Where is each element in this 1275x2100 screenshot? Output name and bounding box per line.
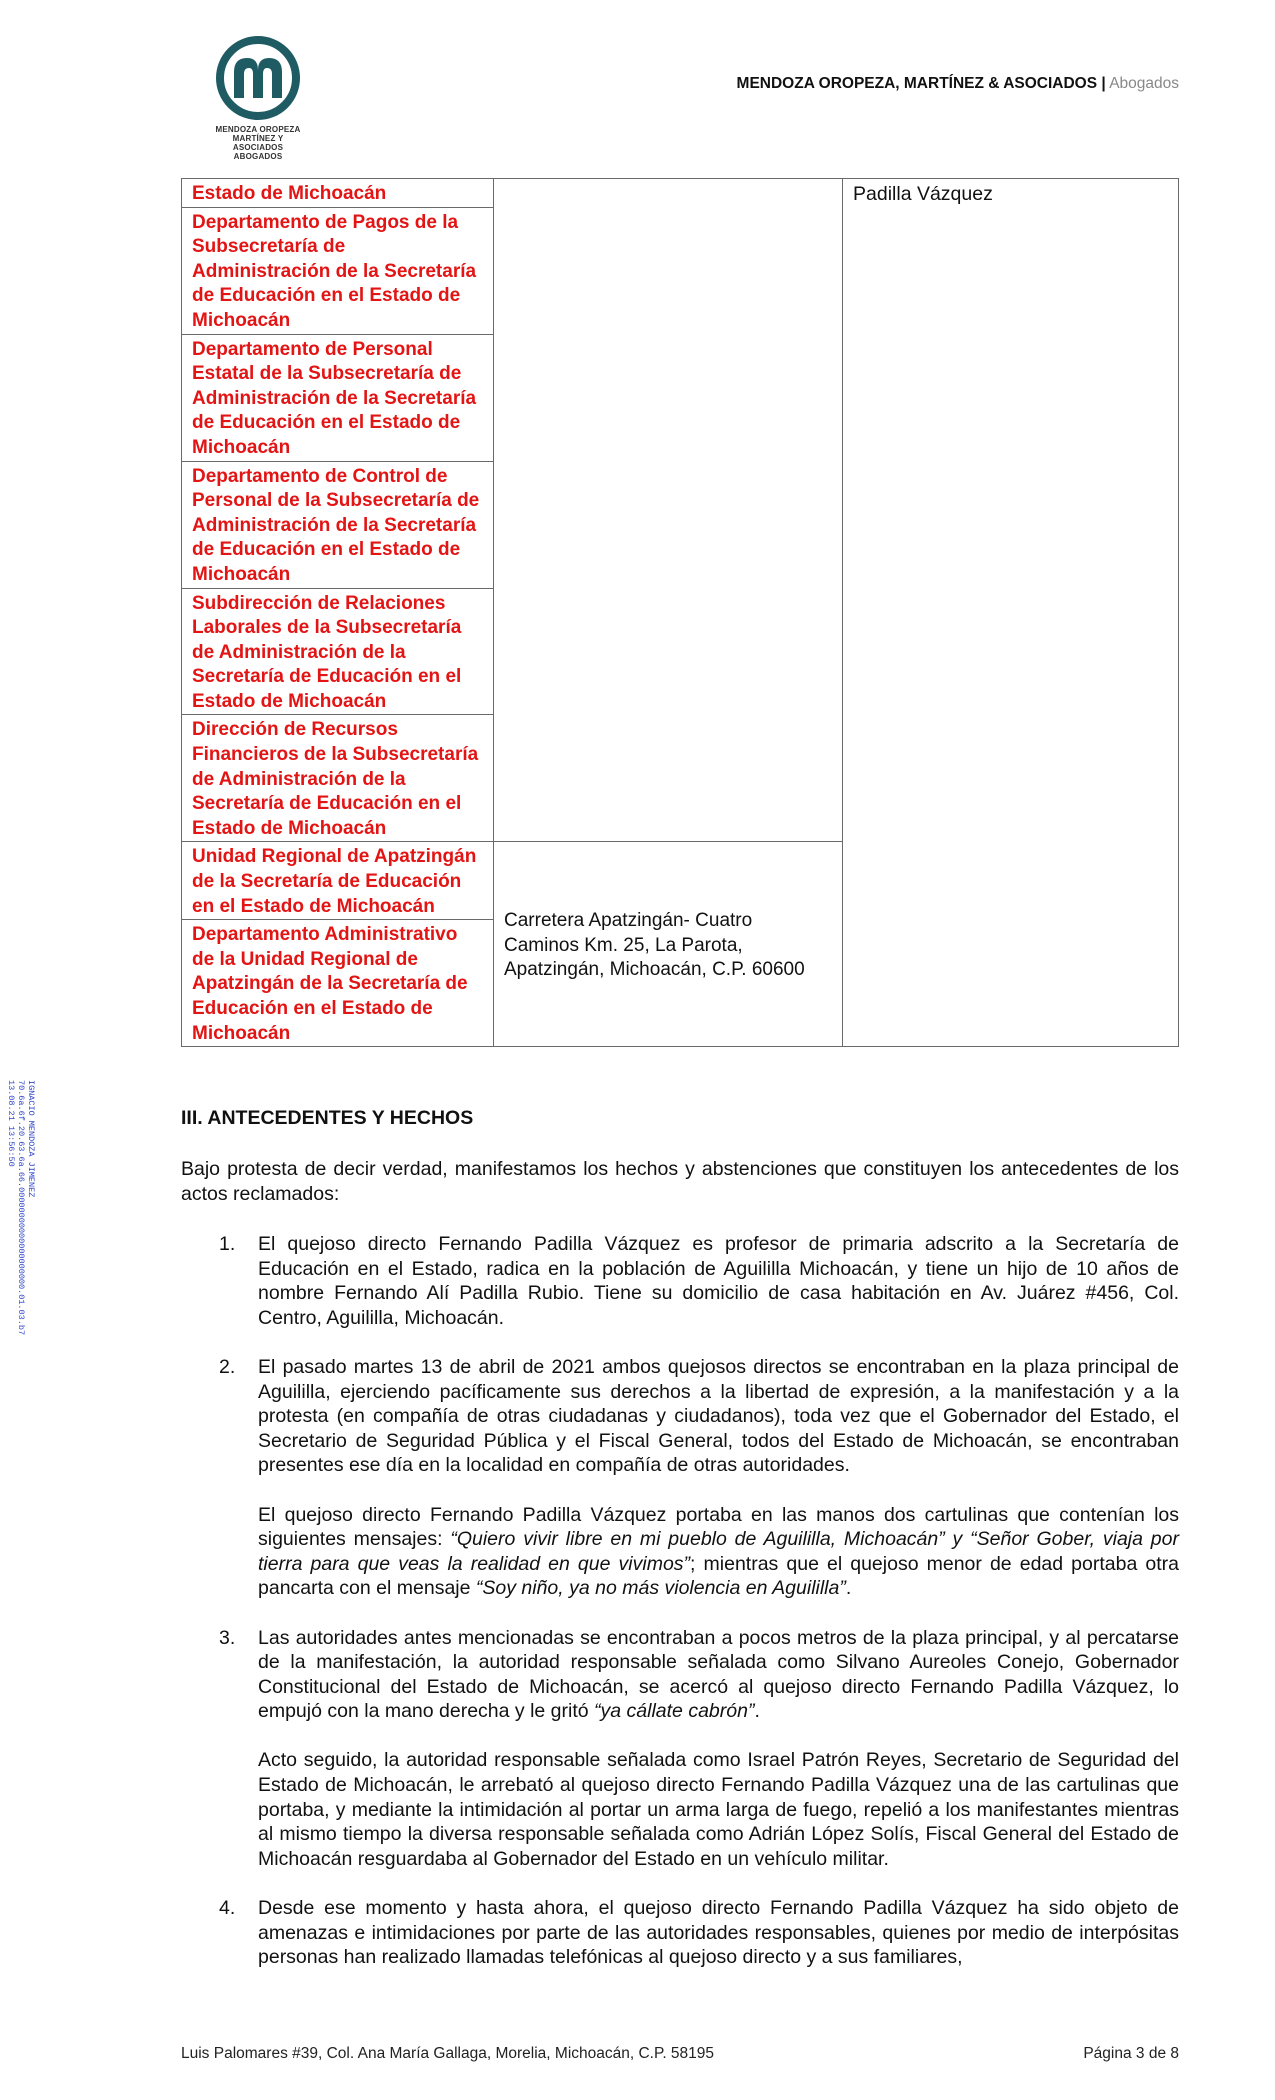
list-item [181, 1355, 1179, 1601]
fact-text: . [754, 1700, 760, 1723]
logo-line-1: MENDOZA OROPEZA [215, 125, 301, 134]
quote-text: “ya cállate cabrón” [594, 1700, 755, 1723]
firm-subtitle: Abogados [1109, 75, 1179, 92]
logo-line-3: ABOGADOS [233, 152, 283, 161]
logo-wordmark [208, 125, 308, 161]
fact-number: 3. [219, 1626, 236, 1649]
authority-cell: Unidad Regional de Apatzingán de la Secretaría de Educación en el Estado de Michoacán [182, 842, 494, 920]
firm-name: MENDOZA OROPEZA, MARTÍNEZ & ASOCIADOS [736, 75, 1098, 92]
authority-cell: Estado de Michoacán [182, 179, 494, 208]
firm-header [737, 75, 1179, 93]
facts-list [181, 1232, 1179, 1970]
stamp-line: 13.08.21 13:56:50 [6, 1080, 16, 1167]
address-cell-empty [494, 179, 843, 842]
fact-paragraph: El quejoso directo Fernando Padilla Vázquez es profesor de primaria adscrito a la Secretaría de Educación en el Estado, radica en la población de Aguililla Michoacán, y tiene un hijo de 10 años de nombre Fernando Alí Padilla Rubio. Tiene su domicilio de casa habitación en Av. Juárez #456, Col. Centro, Aguililla, Michoacán. [258, 1233, 1179, 1329]
list-item [181, 1896, 1179, 1970]
logo-mark-icon [214, 34, 302, 122]
logo-line-2: MARTÍNEZ Y ASOCIADOS [232, 134, 284, 152]
fact-number: 2. [219, 1355, 236, 1378]
fact-text: . [845, 1577, 852, 1600]
list-item [181, 1626, 1179, 1872]
firm-logo [208, 34, 308, 161]
fact-paragraph: Acto seguido, la autoridad responsable señalada como Israel Patrón Reyes, Secretario de Seguridad del Estado de Michoacán, le arrebató al quejoso directo Fernando Padilla Vázquez una de las cartulinas que portaba, y mediante la intimidación al portar un arma larga de fuego, repelió a los manifestantes mientras al mismo tiempo la diversa responsable señalada como Adrián López Solís, Fiscal General del Estado de Michoacán resguardaba al Gobernador del Estado en un vehículo militar. [258, 1749, 1179, 1870]
authority-cell: Dirección de Recursos Financieros de la Subsecretaría de Administración de la Secretaría de Educación en el Estado de Michoacán [182, 715, 494, 842]
table-row [182, 179, 1179, 208]
fact-number: 1. [219, 1233, 236, 1255]
firm-separator: | [1101, 75, 1106, 92]
fact-paragraph [258, 1503, 1179, 1601]
section-heading: III. ANTECEDENTES Y HECHOS [181, 1107, 474, 1129]
authority-cell: Subdirección de Relaciones Laborales de la Subsecretaría de Administración de la Secretaría de Educación en el Estado de Michoacán [182, 588, 494, 715]
quote-text: “Quiero vivir libre en mi pueblo de Aguililla, Michoacán” y “Señor Gober, viaja por tierra para que veas la realidad en que vivimos” [258, 1528, 1179, 1575]
section-intro: Bajo protesta de decir verdad, manifestamos los hechos y abstenciones que constituyen los antecedentes de los actos reclamados: [181, 1158, 1179, 1205]
fact-text: El quejoso directo Fernando Padilla Vázquez portaba en las manos dos cartulinas que contenían los siguientes mensajes: [258, 1503, 1179, 1551]
fact-paragraph: Desde ese momento y hasta ahora, el quejoso directo Fernando Padilla Vázquez ha sido objeto de amenazas e intimidaciones por parte de las autoridades responsables, quienes por medio de interpósitas personas han realizado llamadas telefónicas al quejoso directo y a sus familiares, [258, 1897, 1179, 1969]
stamp-line: 70.6a.6f.20.63.6a.66.00000000000000000000.01.03.b7 [16, 1080, 26, 1336]
authorities-table [181, 178, 1179, 1047]
stamp-line: IGNACIO MENDOZA JIMENEZ [26, 1080, 36, 1198]
fact-text: ; mientras que el quejoso menor de edad portaba otra pancarta con el mensaje [258, 1552, 1179, 1600]
list-item [181, 1232, 1179, 1330]
fact-number: 4. [219, 1897, 236, 1920]
fact-paragraph [258, 1626, 1179, 1724]
authority-cell: Departamento Administrativo de la Unidad Regional de Apatzingán de la Secretaría de Educación en el Estado de Michoacán [182, 920, 494, 1047]
digital-signature-stamp [0, 1080, 36, 1336]
address-cell: Carretera Apatzingán- Cuatro Caminos Km. 25, La Parota, Apatzingán, Michoacán, C.P. 60600 [494, 842, 843, 1047]
quote-text: “Soy niño, ya no más violencia en Aguililla” [475, 1577, 846, 1600]
authority-cell: Departamento de Pagos de la Subsecretaría de Administración de la Secretaría de Educación en el Estado de Michoacán [182, 207, 494, 334]
fact-paragraph: El pasado martes 13 de abril de 2021 ambos quejosos directos se encontraban en la plaza principal de Aguililla, ejerciendo pacíficamente sus derechos a la libertad de expresión, a la manifestación y a la protesta (en compañía de otras ciudadanas y ciudadanos), toda vez que el Gobernador del Estado, el Secretario de Seguridad Pública y el Fiscal General, todos del Estado de Michoacán, se encontraban presentes ese día en la localidad en compañía de otras autoridades. [258, 1355, 1179, 1477]
page-number: Página 3 de 8 [1083, 2045, 1179, 2062]
authority-cell: Departamento de Control de Personal de la Subsecretaría de Administración de la Secretaría de Educación en el Estado de Michoacán [182, 461, 494, 588]
complainant-cell: Padilla Vázquez [843, 179, 1179, 1047]
footer-address: Luis Palomares #39, Col. Ana María Gallaga, Morelia, Michoacán, C.P. 58195 [181, 2045, 715, 2062]
authority-cell: Departamento de Personal Estatal de la Subsecretaría de Administración de la Secretaría de Educación en el Estado de Michoacán [182, 334, 494, 461]
fact-text: Las autoridades antes mencionadas se encontraban a pocos metros de la plaza principal, y al percatarse de la manifestación, la autoridad responsable señalada como Silvano Aureoles Conejo, Gobernador Constitucional del Estado de Michoacán, se acercó al quejoso directo Fernando Padilla Vázquez, lo empujó con la mano derecha y le gritó [258, 1626, 1179, 1723]
